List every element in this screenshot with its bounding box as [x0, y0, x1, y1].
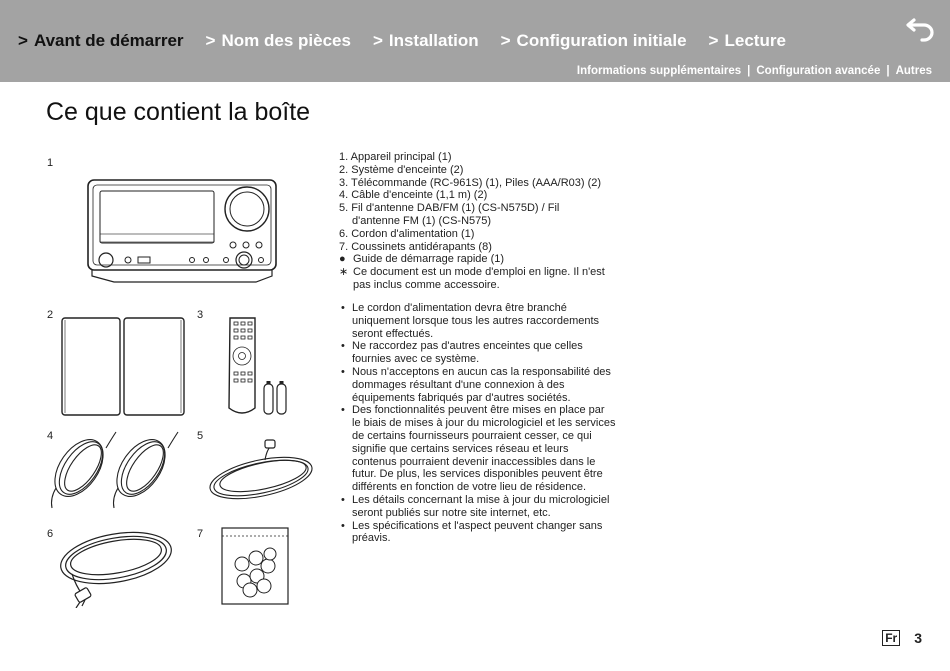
figure-label-6: 6: [47, 528, 54, 540]
contents-item: 4. Câble d'enceinte (1,1 m) (2): [339, 189, 488, 202]
note-item: • Les spécifications et l'aspect peuvent changer sans préavis.: [341, 519, 603, 545]
contents-item: 5. Fil d'antenne DAB/FM (1) (CS-N575D) / Fil: [339, 202, 560, 215]
subnav-configuration-avancee[interactable]: Configuration avancée: [756, 65, 881, 77]
contents-item: 3. Télécommande (RC-961S) (1), Piles (AAA/R03) (2): [339, 176, 602, 189]
figure-label-5: 5: [197, 430, 204, 442]
note-item: • Les détails concernant la mise à jour du micrologiciel seront publiés sur notre site internet, etc.: [341, 493, 610, 519]
subnav-informations-supplementaires[interactable]: Informations supplémentaires: [576, 65, 742, 77]
return-arrow-icon[interactable]: [904, 14, 940, 42]
bullet-marker: ●: [339, 253, 346, 266]
speakers-illustration: [60, 316, 186, 417]
contents-list: [339, 151, 619, 292]
note-item: • Des fonctionnalités peuvent être mises en place par le biais de mises à jour du micrologiciel et les services de certains fournisseurs pourraient cesser, ce qui signifie que certains services réseau et leurs contenus pourraient devenir inaccessibles dans le futur. De plus, les services disponibles peuvent être différents en fonction de votre lieu de résidence.: [341, 404, 616, 494]
top-bar: [0, 0, 950, 82]
page-footer: [882, 630, 922, 646]
main-nav: [18, 31, 808, 51]
notes-list: [341, 302, 616, 545]
note-item: • Le cordon d'alimentation devra être branché uniquement lorsque tous les autres raccordements seront effectués.: [341, 302, 600, 340]
contents-item: ∗ Ce document est un mode d'emploi en ligne. Il n'est: [339, 266, 605, 279]
note-item: • Ne raccordez pas d'autres enceintes que celles fournies avec ce système.: [341, 340, 583, 366]
contents-item: 7. Coussinets antidérapants (8): [339, 240, 492, 253]
figure-label-2: 2: [47, 309, 54, 321]
figure-label-7: 7: [197, 528, 204, 540]
main-unit-illustration: [86, 176, 278, 284]
speaker-cables-illustration: [46, 428, 186, 512]
contents-item: ● Guide de démarrage rapide (1): [339, 253, 505, 266]
remote-and-batteries-illustration: [225, 316, 291, 416]
asterisk-marker: ∗: [339, 266, 349, 279]
antenna-wire-illustration: [203, 438, 315, 504]
contents-item: d'antenne FM (1) (CS-N575): [352, 214, 492, 227]
page-title: Ce que contient la boîte: [46, 98, 311, 126]
nav-configuration-initiale[interactable]: > Configuration initiale: [500, 31, 687, 50]
contents-item: 2. Système d'enceinte (2): [339, 163, 464, 176]
contents-item: 1. Appareil principal (1): [339, 151, 452, 163]
nav-avant-de-demarrer[interactable]: > Avant de démarrer: [18, 31, 184, 50]
note-item: • Nous n'acceptons en aucun cas la responsabilité des dommages résultant d'une connexion à des équipements fabriqués par d'autres sociétés.: [341, 365, 611, 404]
nav-installation[interactable]: > Installation: [372, 31, 479, 50]
power-cord-illustration: [52, 524, 176, 608]
page-number: 3: [914, 630, 922, 646]
nav-nom-des-pieces[interactable]: > Nom des pièces: [205, 31, 351, 50]
contents-item: 6. Cordon d'alimentation (1): [339, 227, 475, 240]
nav-lecture[interactable]: > Lecture: [708, 31, 786, 50]
figure-label-4: 4: [47, 430, 54, 442]
contents-item: pas inclus comme accessoire.: [353, 278, 500, 291]
anti-slip-pads-illustration: [220, 526, 290, 606]
sub-nav: Informations supplémentaires | Configuration avancée | Autres: [576, 65, 932, 77]
language-badge: Fr: [882, 630, 900, 646]
subnav-autres[interactable]: Autres: [895, 65, 932, 77]
figure-label-3: 3: [197, 309, 204, 321]
figure-label-1: 1: [47, 157, 54, 169]
